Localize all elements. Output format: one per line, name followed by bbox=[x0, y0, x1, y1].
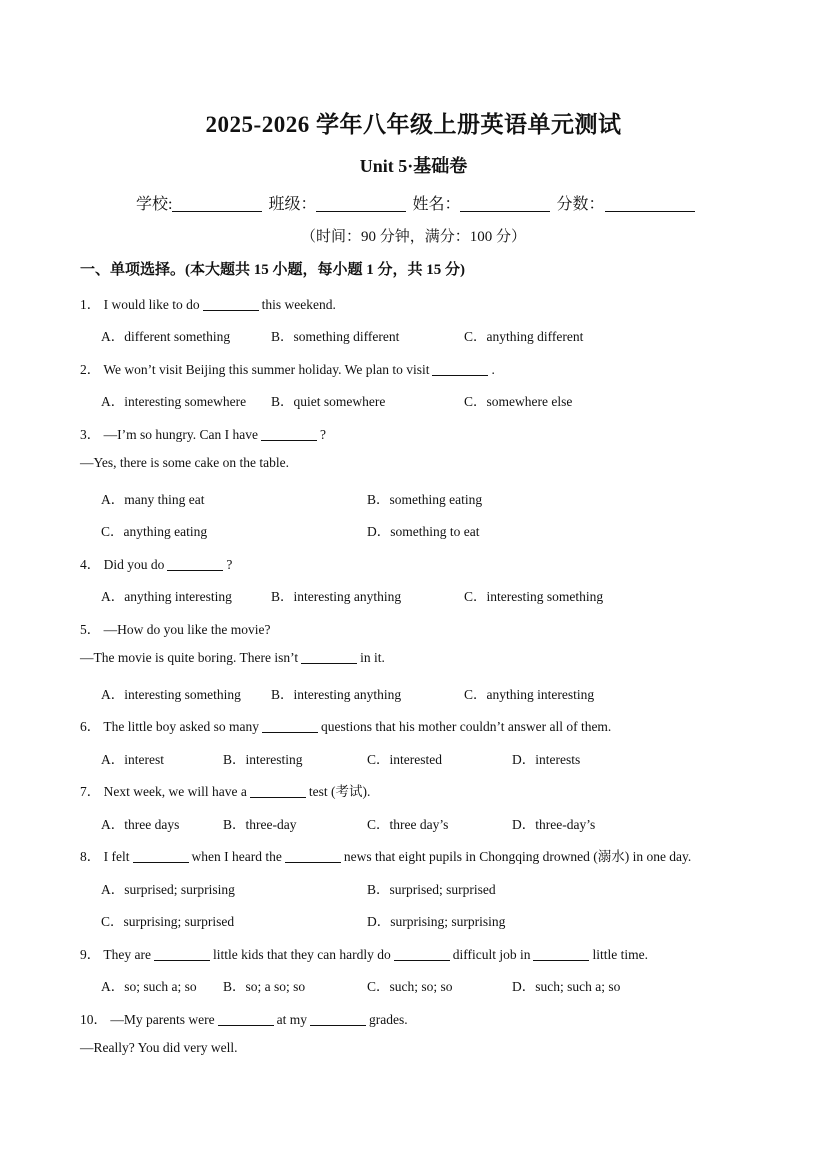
page-subtitle: Unit 5·基础卷 bbox=[359, 156, 468, 176]
option-b: B．something different bbox=[271, 329, 400, 344]
option-a: A．three days bbox=[101, 817, 180, 832]
option-b: B．something eating bbox=[367, 492, 483, 507]
question-text: difficult job in bbox=[452, 947, 531, 962]
question-text: I felt bbox=[103, 849, 130, 864]
option-b: B．quiet somewhere bbox=[271, 394, 386, 409]
question-9 bbox=[80, 943, 648, 963]
question-text: —The movie is quite boring. There isn’t bbox=[80, 650, 299, 665]
question-text: —How do you like the movie? bbox=[103, 622, 271, 637]
question-text: this weekend. bbox=[261, 297, 336, 312]
option-a: A．surprised; surprising bbox=[101, 882, 235, 897]
question-5 bbox=[80, 618, 270, 638]
answer-blank bbox=[310, 1013, 366, 1026]
page-title: 2025-2026 学年八年级上册英语单元测试 bbox=[205, 112, 622, 137]
question-continuation: —Really? You did very well. bbox=[80, 1040, 238, 1055]
answer-blank bbox=[167, 558, 223, 571]
answer-blank bbox=[432, 363, 488, 376]
option-a: A．interesting somewhere bbox=[101, 394, 247, 409]
question-2 bbox=[80, 358, 495, 378]
question-4 bbox=[80, 553, 232, 573]
question-text: at my bbox=[276, 1012, 307, 1027]
option-a: A．many thing eat bbox=[101, 492, 205, 507]
option-d: D．something to eat bbox=[367, 524, 480, 539]
question-6 bbox=[80, 715, 611, 735]
school-blank[interactable] bbox=[172, 195, 262, 212]
answer-blank bbox=[154, 948, 210, 961]
school-label: 学校: bbox=[136, 196, 173, 213]
option-b: B．interesting bbox=[223, 752, 303, 767]
question-text: We won’t visit Beijing this summer holiday. We plan to visit bbox=[103, 362, 430, 377]
option-c: C．anything different bbox=[464, 329, 584, 344]
option-d: D．interests bbox=[512, 752, 581, 767]
question-text: The little boy asked so many bbox=[103, 719, 259, 734]
question-text: ? bbox=[226, 557, 233, 572]
answer-blank bbox=[218, 1013, 274, 1026]
question-text: when I heard the bbox=[191, 849, 282, 864]
option-c: C．interesting something bbox=[464, 589, 604, 604]
question-text: —I’m so hungry. Can I have bbox=[103, 427, 258, 442]
answer-blank bbox=[250, 785, 306, 798]
answer-blank bbox=[261, 428, 317, 441]
option-b: B．so; a so; so bbox=[223, 979, 306, 994]
question-number: 6． bbox=[80, 719, 101, 734]
score-label: 分数： bbox=[556, 196, 605, 213]
option-a: A．different something bbox=[101, 329, 231, 344]
answer-blank bbox=[285, 850, 341, 863]
question-continuation: —Yes, there is some cake on the table. bbox=[80, 455, 289, 470]
question-number: 1． bbox=[80, 297, 101, 312]
answer-blank bbox=[133, 850, 189, 863]
question-text: Next week, we will have a bbox=[103, 784, 247, 799]
option-c: C．three day’s bbox=[367, 817, 449, 832]
time-limit: （时间：90 分钟，满分：100 分） bbox=[300, 229, 526, 245]
class-label: 班级： bbox=[268, 196, 317, 213]
question-number: 4． bbox=[80, 557, 101, 572]
question-number: 5． bbox=[80, 622, 101, 637]
option-a: A．anything interesting bbox=[101, 589, 232, 604]
option-a: A．so; such a; so bbox=[101, 979, 197, 994]
student-info-row bbox=[136, 191, 697, 214]
question-text: little time. bbox=[592, 947, 648, 962]
question-number: 10． bbox=[80, 1012, 107, 1027]
question-number: 2． bbox=[80, 362, 101, 377]
answer-blank bbox=[394, 948, 450, 961]
option-c: C．anything eating bbox=[101, 524, 208, 539]
option-c: C．anything interesting bbox=[464, 687, 595, 702]
class-blank[interactable] bbox=[316, 195, 406, 212]
name-blank[interactable] bbox=[460, 195, 550, 212]
question-text: . bbox=[491, 362, 495, 377]
option-a: A．interest bbox=[101, 752, 164, 767]
option-b: B．surprised; surprised bbox=[367, 882, 496, 897]
answer-blank bbox=[533, 948, 589, 961]
option-d: D．such; such a; so bbox=[512, 979, 621, 994]
option-b: B．interesting anything bbox=[271, 687, 402, 702]
question-10 bbox=[80, 1008, 408, 1028]
question-text: grades. bbox=[368, 1012, 408, 1027]
answer-blank bbox=[262, 720, 318, 733]
question-number: 3． bbox=[80, 427, 101, 442]
question-number: 8． bbox=[80, 849, 101, 864]
question-text: I would like to do bbox=[103, 297, 200, 312]
question-number: 7． bbox=[80, 784, 101, 799]
answer-blank bbox=[301, 651, 357, 664]
question-continuation bbox=[80, 650, 385, 666]
section-heading: 一、单项选择。(本大题共 15 小题，每小题 1 分，共 15 分) bbox=[80, 262, 465, 278]
question-text: Did you do bbox=[103, 557, 165, 572]
answer-blank bbox=[203, 298, 259, 311]
option-b: B．three-day bbox=[223, 817, 297, 832]
question-text: in it. bbox=[360, 650, 385, 665]
option-c: C．interested bbox=[367, 752, 442, 767]
option-b: B．interesting anything bbox=[271, 589, 402, 604]
question-text: —My parents were bbox=[110, 1012, 215, 1027]
question-3 bbox=[80, 423, 326, 443]
question-text: little kids that they can hardly do bbox=[212, 947, 391, 962]
question-number: 9． bbox=[80, 947, 101, 962]
question-text: ? bbox=[319, 427, 326, 442]
question-1 bbox=[80, 293, 336, 313]
option-c: C．somewhere else bbox=[464, 394, 573, 409]
score-blank[interactable] bbox=[605, 195, 695, 212]
option-a: A．interesting something bbox=[101, 687, 241, 702]
option-c: C．such; so; so bbox=[367, 979, 453, 994]
question-text: news that eight pupils in Chongqing drowned (溺水) in one day. bbox=[343, 849, 692, 864]
question-8 bbox=[80, 845, 691, 865]
option-c: C．surprising; surprised bbox=[101, 914, 235, 929]
question-7 bbox=[80, 780, 370, 800]
question-text: test (考试). bbox=[308, 784, 371, 799]
question-text: questions that his mother couldn’t answer all of them. bbox=[320, 719, 612, 734]
question-text: They are bbox=[103, 947, 151, 962]
name-label: 姓名： bbox=[412, 196, 461, 213]
option-d: D．surprising; surprising bbox=[367, 914, 506, 929]
option-d: D．three-day’s bbox=[512, 817, 596, 832]
